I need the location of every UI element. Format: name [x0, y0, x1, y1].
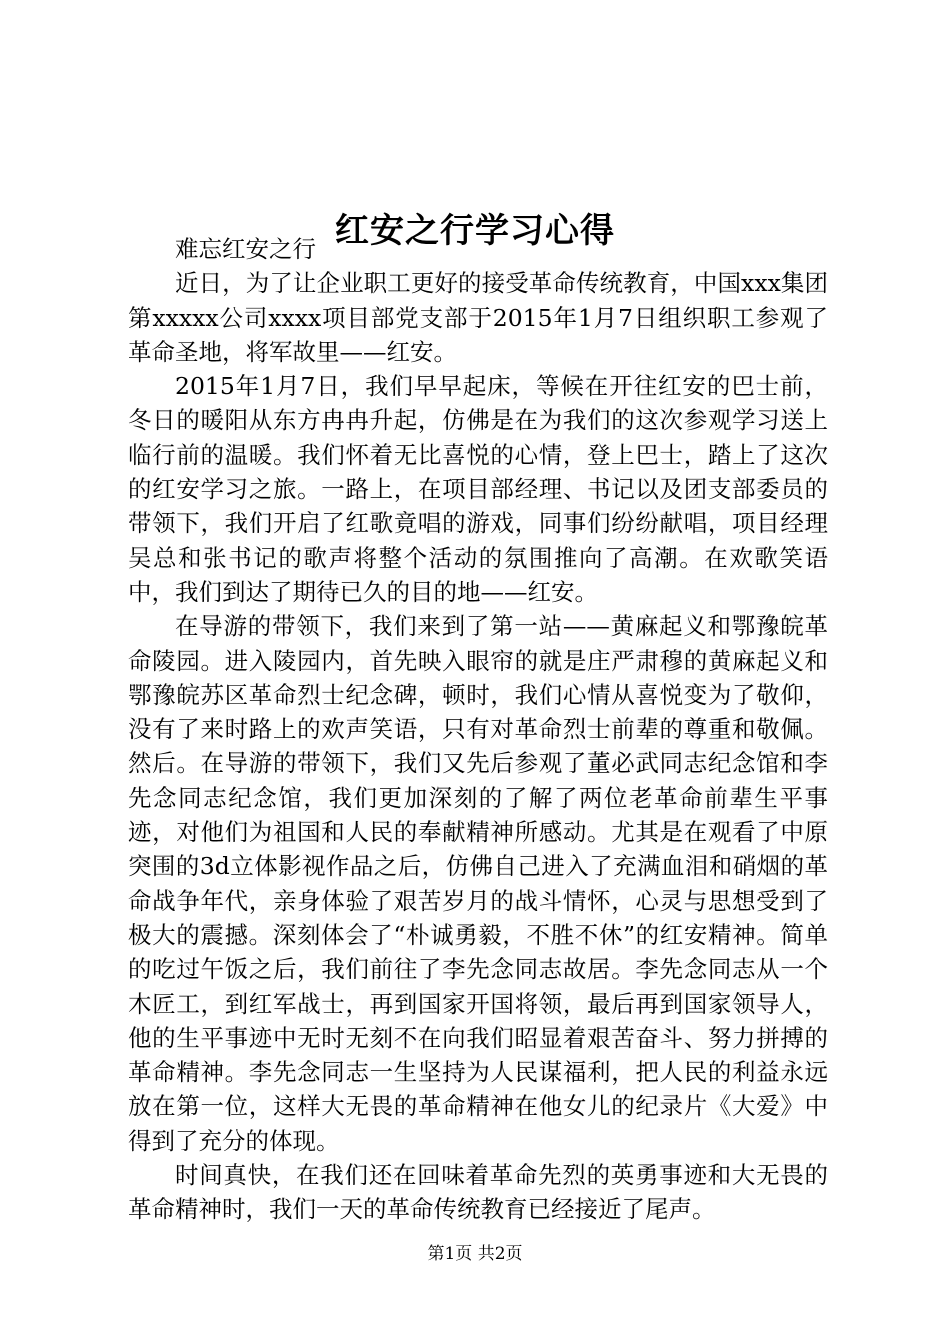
document-title: 红安之行学习心得	[335, 210, 615, 251]
page-number: 第1页 共2页	[427, 1244, 523, 1264]
paragraph-intro: 近日，为了让企业职工更好的接受革命传统教育，中国xxx集团第xxxxx公司xxxx项目部党支部于2015年1月7日组织职工参观了革命圣地，将军故里——红安。	[128, 269, 828, 366]
paragraph-closing: 时间真快，在我们还在回味着革命先烈的英勇事迹和大无畏的革命精神时，我们一天的革命传统教育已经接近了尾声。	[128, 1161, 828, 1224]
document-body	[128, 232, 828, 1227]
paragraph-visit: 在导游的带领下，我们来到了第一站——黄麻起义和鄂豫皖革命陵园。进入陵园内，首先映入眼帘的就是庄严肃穆的黄麻起义和鄂豫皖苏区革命烈士纪念碑，顿时，我们心情从喜悦变为了敬仰，没有了来时路上的欢声笑语，只有对革命烈士前辈的尊重和敬佩。然后。在导游的带领下，我们又先后参观了董必武同志纪念馆和李先念同志纪念馆，我们更加深刻的了解了两位老革命前辈生平事迹，对他们为祖国和人民的奉献精神所感动。尤其是在观看了中原突围的3d立体影视作品之后，仿佛自己进入了充满血泪和硝烟的革命战争年代，亲身体验了艰苦岁月的战斗情怀，心灵与思想受到了极大的震撼。深刻体会了“朴诚勇毅，不胜不休”的红安精神。简单的吃过午饭之后，我们前往了李先念同志故居。李先念同志从一个木匠工，到红军战士，再到国家开国将领，最后再到国家领导人，他的生平事迹中无时无刻不在向我们昭显着艰苦奋斗、努力拼搏的革命精神。李先念同志一生坚持为人民谋福利，把人民的利益永远放在第一位，这样大无畏的革命精神在他女儿的纪录片《大爱》中得到了充分的体现。	[128, 612, 828, 1155]
paragraph-subtitle: 难忘红安之行	[175, 235, 316, 263]
paragraph-departure: 2015年1月7日，我们早早起床，等候在开往红安的巴士前，冬日的暖阳从东方冉冉升起，仿佛是在为我们的这次参观学习送上临行前的温暖。我们怀着无比喜悦的心情，登上巴士，踏上了这次的红安学习之旅。一路上，在项目部经理、书记以及团支部委员的带领下，我们开启了红歌竟唱的游戏，同事们纷纷献唱，项目经理吴总和张书记的歌声将整个活动的氛围推向了高潮。在欢歌笑语中，我们到达了期待已久的目的地——红安。	[128, 372, 828, 606]
